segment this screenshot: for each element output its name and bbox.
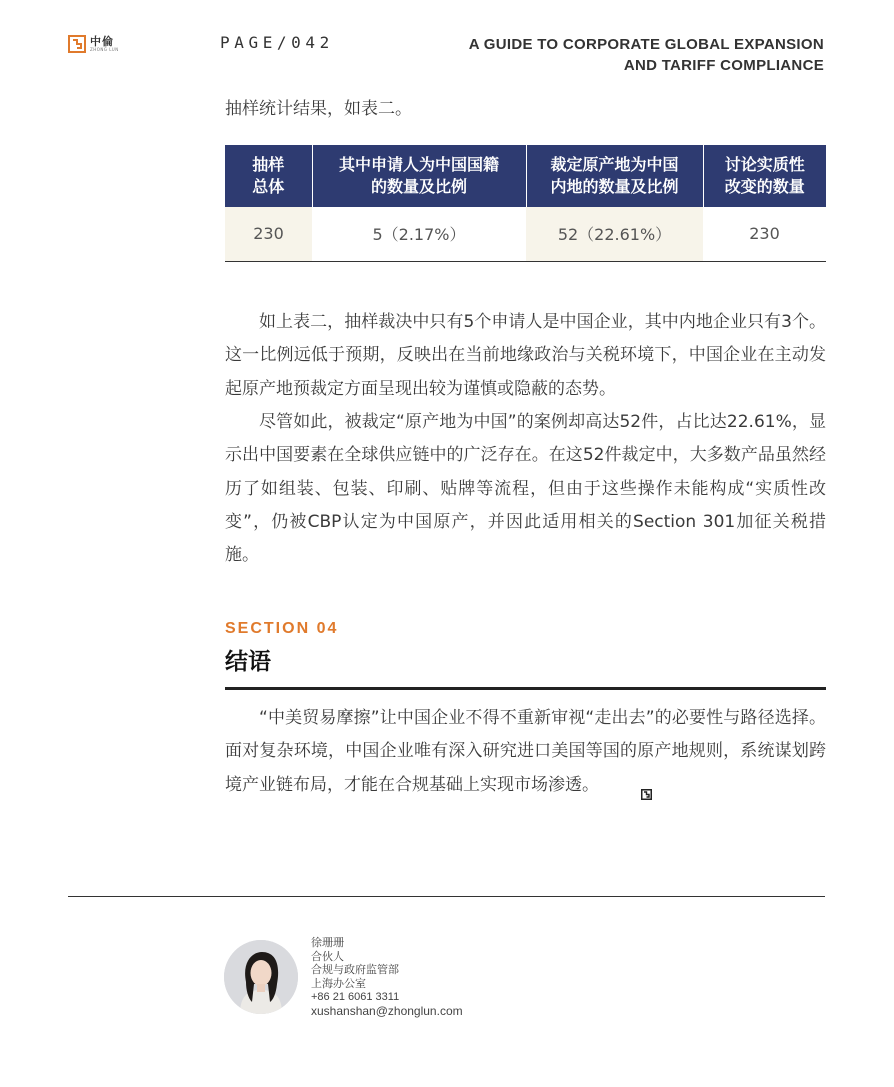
table-header-cell: 其中申请人为中国国籍 的数量及比例 xyxy=(312,145,526,207)
end-mark-icon xyxy=(607,779,618,790)
table-cell: 230 xyxy=(225,207,312,261)
conclusion-text: “中美贸易摩擦”让中国企业不得不重新审视“走出去”的必要性与路径选择。面对复杂环境，中国企业唯有深入研究进口美国等国的原产地规则，系统谋划跨境产业链布局，才能在合规基础上实现市场渗透。 xyxy=(225,708,826,795)
author-info xyxy=(311,937,463,1019)
page-number: PAGE/042 xyxy=(220,33,334,52)
table-header-cell: 抽样 总体 xyxy=(225,145,312,207)
author-avatar xyxy=(224,940,298,1014)
guide-title xyxy=(469,34,824,76)
table-cell: 5（2.17%） xyxy=(312,207,526,261)
conclusion-paragraph xyxy=(225,702,826,802)
statistics-table xyxy=(225,145,826,262)
author-email[interactable]: xushanshan@zhonglun.com xyxy=(311,1003,463,1018)
author-department: 合规与政府监管部 xyxy=(311,964,399,977)
author-phone: +86 21 6061 3311 xyxy=(311,991,400,1004)
logo-english-text: ZHONG LUN xyxy=(90,47,119,52)
table-cell: 52（22.61%） xyxy=(526,207,703,261)
author-name: 徐珊珊 xyxy=(311,937,344,949)
table-row xyxy=(225,207,826,261)
section-divider xyxy=(225,687,826,690)
table-cell: 230 xyxy=(703,207,826,261)
body-paragraph: 尽管如此，被裁定“原产地为中国”的案例却高达52件，占比达22.61%，显示出中国要素在全球供应链中的广泛存在。在这52件裁定中，大多数产品虽然经历了如组装、包装、印刷、贴牌等流程，但由于这些操作未能构成“实质性改变”，仍被CBP认定为中国原产，并因此适用相关的Section 301加征关税措施。 xyxy=(225,412,826,566)
section-title: 结语 xyxy=(225,649,271,675)
footer-divider xyxy=(68,896,825,897)
guide-title-line-2: AND TARIFF COMPLIANCE xyxy=(623,57,824,74)
section-label: SECTION 04 xyxy=(225,620,339,637)
table-intro-text: 抽样统计结果，如表二。 xyxy=(225,99,412,119)
body-paragraph: 如上表二，抽样裁决中只有5个申请人是中国企业，其中内地企业只有3个。这一比例远低于预期，反映出在当前地缘政治与关税环境下，中国企业在主动发起原产地预裁定方面呈现出较为谨慎或隐蔽的态势。 xyxy=(225,312,826,399)
zhonglun-logo-icon xyxy=(68,35,86,53)
table-header-cell: 裁定原产地为中国 内地的数量及比例 xyxy=(526,145,703,207)
author-office: 上海办公室 xyxy=(311,977,366,990)
logo-chinese-text: 中倫 xyxy=(90,35,114,48)
zhonglun-logo xyxy=(68,35,119,53)
table-header-row xyxy=(225,145,826,207)
table-header-cell: 讨论实质性 改变的数量 xyxy=(703,145,826,207)
author-role: 合伙人 xyxy=(311,950,344,963)
guide-title-line-1: A GUIDE TO CORPORATE GLOBAL EXPANSION xyxy=(468,36,824,53)
